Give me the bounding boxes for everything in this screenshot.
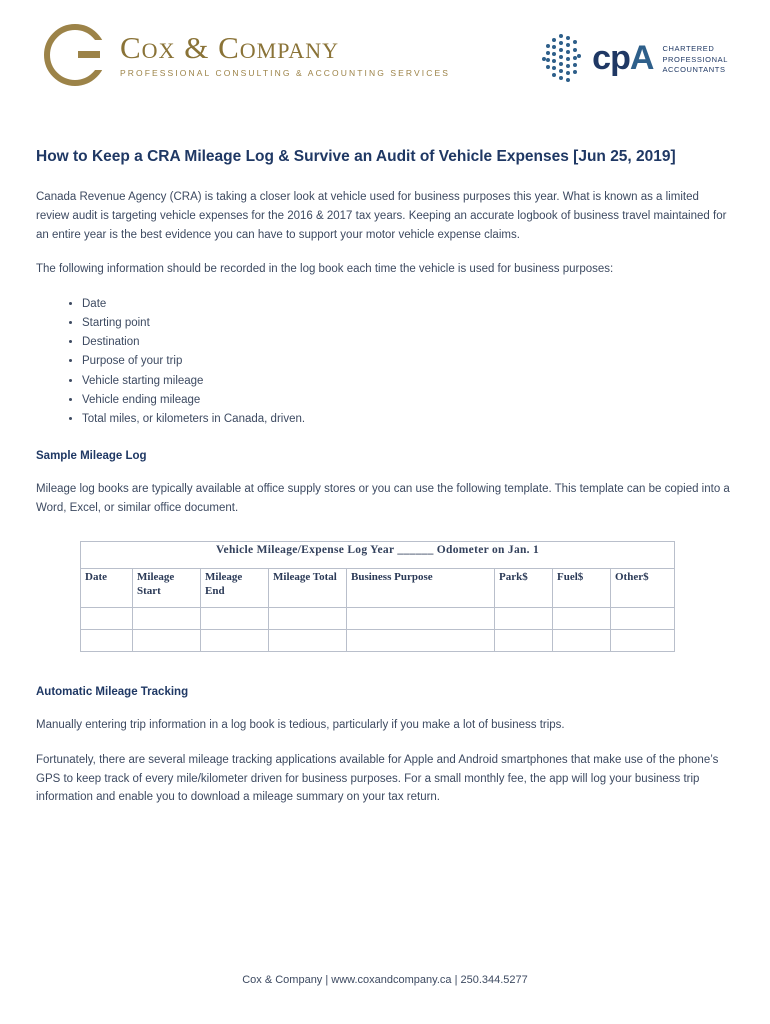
paragraph-logbook-intro: The following information should be recorded in the log book each time the vehicle is used for business purposes: bbox=[36, 263, 614, 276]
page-footer: Cox & Company | www.coxandcompany.ca | 250.344.5277 bbox=[242, 974, 528, 986]
cpa-logo bbox=[541, 24, 734, 82]
table-cell bbox=[201, 608, 269, 630]
list-item: • Total miles, or kilometers in Canada, driven. bbox=[82, 410, 734, 428]
table-cell bbox=[611, 630, 675, 652]
column-header-business-purpose: Business Purpose bbox=[347, 569, 495, 608]
sample-mileage-log-table bbox=[80, 541, 649, 652]
cpa-subtitle-line-2: PROFESSIONAL bbox=[662, 54, 728, 64]
paragraph-intro: Canada Revenue Agency (CRA) is taking a closer look at vehicle used for business purposes this year. What is known as a limited review audit is targeting vehicle expenses for the 2016 & 2017 tax years. Keeping an accurate logbook of business travel maintained for an entire year is the best evidence you can have to support your motor vehicle expense claims. bbox=[36, 191, 727, 241]
cpa-letter-p: p bbox=[610, 39, 630, 77]
cpa-subtitle bbox=[662, 40, 728, 75]
paragraph-manual-entry: Manually entering trip information in a log book is tedious, particularly if you make a lot of business trips. bbox=[36, 719, 565, 732]
paragraph-apps: Fortunately, there are several mileage tracking applications available for Apple and Android smartphones that make use of the phone’s GPS to keep track of every mile/kilometer driven for business purposes. For a small monthly fee, the app will log your business trip information and enable you to download a mileage summary on your tax return. bbox=[36, 753, 719, 804]
column-header-mileage-total: Mileage Total bbox=[269, 569, 347, 608]
column-header-date: Date bbox=[81, 569, 133, 608]
table-cell bbox=[495, 630, 553, 652]
table-cell bbox=[495, 608, 553, 630]
table-cell bbox=[553, 608, 611, 630]
paragraph-template: Mileage log books are typically available at office supply stores or you can use the following template. This template can be copied into a Word, Excel, or similar office document. bbox=[36, 483, 730, 514]
list-item: • Starting point bbox=[82, 314, 734, 332]
table-cell bbox=[347, 608, 495, 630]
cpa-letter-c: c bbox=[592, 39, 611, 77]
document-body bbox=[36, 110, 734, 807]
list-item: • Date bbox=[82, 295, 734, 313]
table-row bbox=[81, 630, 675, 652]
table-cell bbox=[201, 630, 269, 652]
column-header-fuel: Fuel$ bbox=[553, 569, 611, 608]
table-cell bbox=[81, 608, 133, 630]
page-header bbox=[36, 24, 734, 110]
column-header-mileage-end: Mileage End bbox=[201, 569, 269, 608]
table-cell bbox=[81, 630, 133, 652]
cpa-wordmark bbox=[592, 41, 653, 75]
cpa-letter-a: A bbox=[629, 39, 654, 77]
table-cell bbox=[269, 608, 347, 630]
cox-circle-icon bbox=[44, 24, 106, 86]
brand-text-block bbox=[120, 32, 450, 78]
table-header-row bbox=[81, 569, 675, 608]
table-cell bbox=[269, 630, 347, 652]
list-item: • Destination bbox=[82, 333, 734, 351]
section-heading-automatic-mileage-tracking: Automatic Mileage Tracking bbox=[36, 686, 189, 699]
table-cell bbox=[347, 630, 495, 652]
table-cell bbox=[611, 608, 675, 630]
table-row bbox=[81, 608, 675, 630]
list-item: • Vehicle starting mileage bbox=[82, 372, 734, 390]
table-cell bbox=[133, 608, 201, 630]
cpa-subtitle-line-1: CHARTERED bbox=[662, 44, 715, 54]
section-heading-sample-mileage-log: Sample Mileage Log bbox=[36, 450, 147, 463]
list-item: • Vehicle ending mileage bbox=[82, 391, 734, 409]
cox-and-company-logo bbox=[36, 24, 450, 86]
brand-name: Cox & Company bbox=[120, 30, 340, 66]
list-item: • Purpose of your trip bbox=[82, 352, 734, 370]
cpa-dots-icon bbox=[541, 34, 583, 82]
table-cell bbox=[553, 630, 611, 652]
page-title: How to Keep a CRA Mileage Log & Survive an Audit of Vehicle Expenses [Jun 25, 2019] bbox=[36, 148, 676, 165]
column-header-mileage-start: Mileage Start bbox=[133, 569, 201, 608]
table-caption-row bbox=[81, 542, 675, 569]
cpa-subtitle-line-3: ACCOUNTANTS bbox=[662, 65, 726, 75]
column-header-park: Park$ bbox=[495, 569, 553, 608]
table-caption: Vehicle Mileage/Expense Log Year ______ Odometer on Jan. 1 bbox=[81, 542, 675, 569]
column-header-other: Other$ bbox=[611, 569, 675, 608]
log-requirements-list bbox=[36, 295, 734, 428]
table-cell bbox=[133, 630, 201, 652]
brand-tagline: PROFESSIONAL CONSULTING & ACCOUNTING SERVICES bbox=[120, 68, 451, 79]
